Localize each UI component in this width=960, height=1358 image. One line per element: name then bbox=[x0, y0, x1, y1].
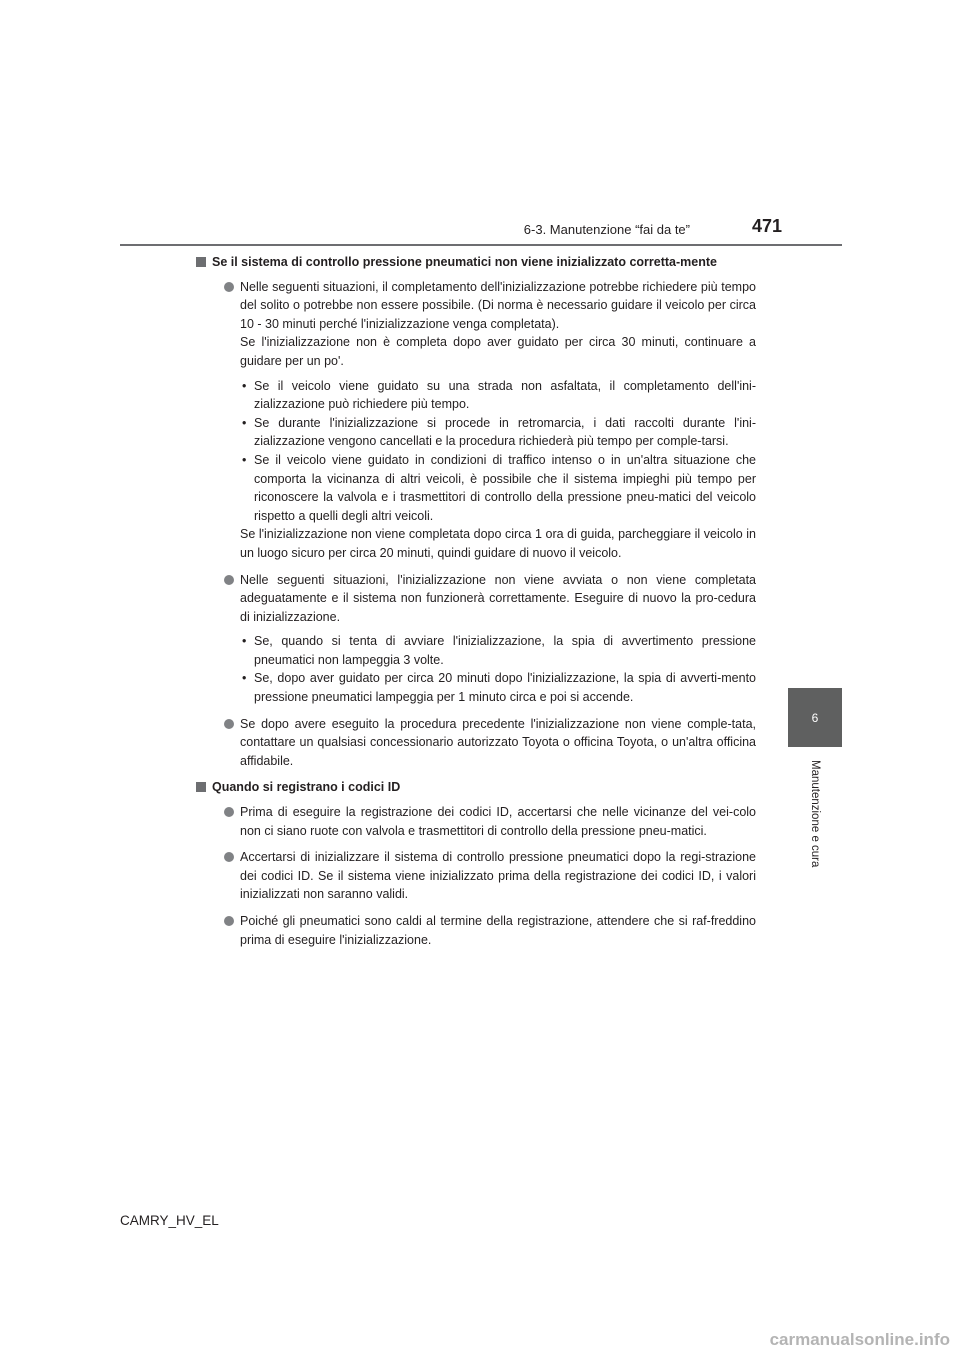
list-item-paragraph: Se l'inizializzazione non è completa dopo aver guidato per circa 30 minuti, continuare a guidare per un po'. bbox=[240, 335, 756, 368]
footer-model-code: CAMRY_HV_EL bbox=[120, 1213, 219, 1228]
page-content bbox=[196, 253, 756, 957]
sub-list-item-text: Se durante l'inizializzazione si procede in retromarcia, i dati raccolti durante l'ini-zializzazione vengono cancellati e la procedura richiederà più tempo per comple-tarsi. bbox=[254, 415, 756, 449]
list-item-paragraph: Poiché gli pneumatici sono caldi al termine della registrazione, attendere che si raf-freddino prima di eseguire l'inizializzazione. bbox=[240, 914, 756, 947]
circle-bullet-icon bbox=[224, 575, 234, 585]
list-item bbox=[196, 571, 756, 707]
sub-list-item bbox=[240, 414, 756, 451]
sub-list bbox=[240, 632, 756, 706]
list-item-paragraph: Se dopo avere eseguito la procedura precedente l'inizializzazione non viene comple-tata, contattare un qualsiasi concessionario autorizzato Toyota o officina Toyota, o un'altra officina affidabile. bbox=[240, 716, 756, 768]
list-item bbox=[196, 715, 756, 771]
sub-list-item-text: Se il veicolo viene guidato in condizioni di traffico intenso o in un'altra situazione che comporta la vicinanza di altri veicoli, è possibile che il sistema impieghi più tempo per riconoscere la valvola e i trasmettitori di controllo della pressione pneu-matici del veicolo rispetto a quelli degli altri veicoli. bbox=[254, 452, 756, 523]
chapter-number: 6 bbox=[811, 710, 819, 725]
circle-bullet-icon bbox=[224, 916, 234, 926]
list-item bbox=[196, 278, 756, 563]
sub-list-item-text: Se il veicolo viene guidato su una strada non asfaltata, il completamento dell'ini-zializzazione può richiedere più tempo. bbox=[254, 378, 756, 412]
section-heading bbox=[196, 778, 756, 797]
header-section-title: 6-3. Manutenzione “fai da te” bbox=[523, 222, 690, 237]
circle-bullet-icon bbox=[224, 852, 234, 862]
list-item-paragraph: Prima di eseguire la registrazione dei codici ID, accertarsi che nelle vicinanze del vei-colo non ci siano ruote con valvola e trasmettitori di controllo della pressione pneu-matici. bbox=[240, 805, 756, 838]
page-number: 471 bbox=[751, 216, 782, 236]
sub-list-item bbox=[240, 669, 756, 706]
list-item bbox=[196, 803, 756, 840]
list-item bbox=[196, 848, 756, 904]
list-item-note: Se l'inizializzazione non viene completata dopo circa 1 ora di guida, parcheggiare il veicolo in un luogo sicuro per circa 20 minuti, quindi guidare di nuovo il veicolo. bbox=[240, 527, 756, 560]
section-heading-text: Se il sistema di controllo pressione pneumatici non viene inizializzato corretta-mente bbox=[212, 255, 717, 269]
chapter-title: Manutenzione e cura bbox=[809, 760, 821, 868]
list-item bbox=[196, 912, 756, 949]
section-heading-text: Quando si registrano i codici ID bbox=[212, 780, 401, 795]
sub-list-item bbox=[240, 377, 756, 414]
list-item-paragraph: Nelle seguenti situazioni, l'inizializzazione non viene avviata o non viene completata adeguatamente e il sistema non funzionerà correttamente. Eseguire di nuovo la pro-cedura di inizializzazione. bbox=[240, 572, 756, 624]
circle-bullet-icon bbox=[224, 719, 234, 729]
circle-bullet-icon bbox=[224, 282, 234, 292]
chapter-side-label bbox=[788, 760, 842, 910]
list-item-paragraph: Nelle seguenti situazioni, il completamento dell'inizializzazione potrebbe richiedere più tempo del solito o potrebbe non essere possibile. (Di norma è necessario guidare il veicolo per circa 10 - 30 minuti perché l'inizializzazione venga completata). bbox=[240, 279, 756, 331]
sub-list-item-text: Se, quando si tenta di avviare l'inizializzazione, la spia di avvertimento pressione pneumatici non lampeggia 3 volte. bbox=[254, 634, 756, 667]
dot-marker-icon: • bbox=[242, 378, 247, 393]
watermark: carmanualsonline.info bbox=[769, 1330, 950, 1349]
square-bullet-icon bbox=[196, 257, 206, 267]
section-heading bbox=[196, 253, 756, 272]
header-rule bbox=[120, 244, 842, 246]
sub-list-item-text: Se, dopo aver guidato per circa 20 minuti dopo l'inizializzazione, la spia di avverti-mento pressione pneumatici lampeggia per 1 minuto circa e poi si accende. bbox=[254, 671, 756, 705]
sub-list bbox=[240, 377, 756, 526]
dot-marker-icon: • bbox=[242, 415, 247, 430]
list-item-paragraph: Accertarsi di inizializzare il sistema di controllo pressione pneumatici dopo la regi-strazione dei codici ID. Se il sistema viene inizializzato prima della registrazione dei codici ID, i valori inizializzati non saranno validi. bbox=[240, 850, 756, 902]
dot-marker-icon: • bbox=[242, 452, 247, 467]
chapter-tab bbox=[788, 688, 842, 747]
circle-bullet-icon bbox=[224, 807, 234, 817]
dot-marker-icon: • bbox=[242, 634, 247, 649]
dot-marker-icon: • bbox=[242, 671, 247, 686]
sub-list-item bbox=[240, 451, 756, 525]
sub-list-item bbox=[240, 632, 756, 669]
square-bullet-icon bbox=[196, 782, 206, 792]
